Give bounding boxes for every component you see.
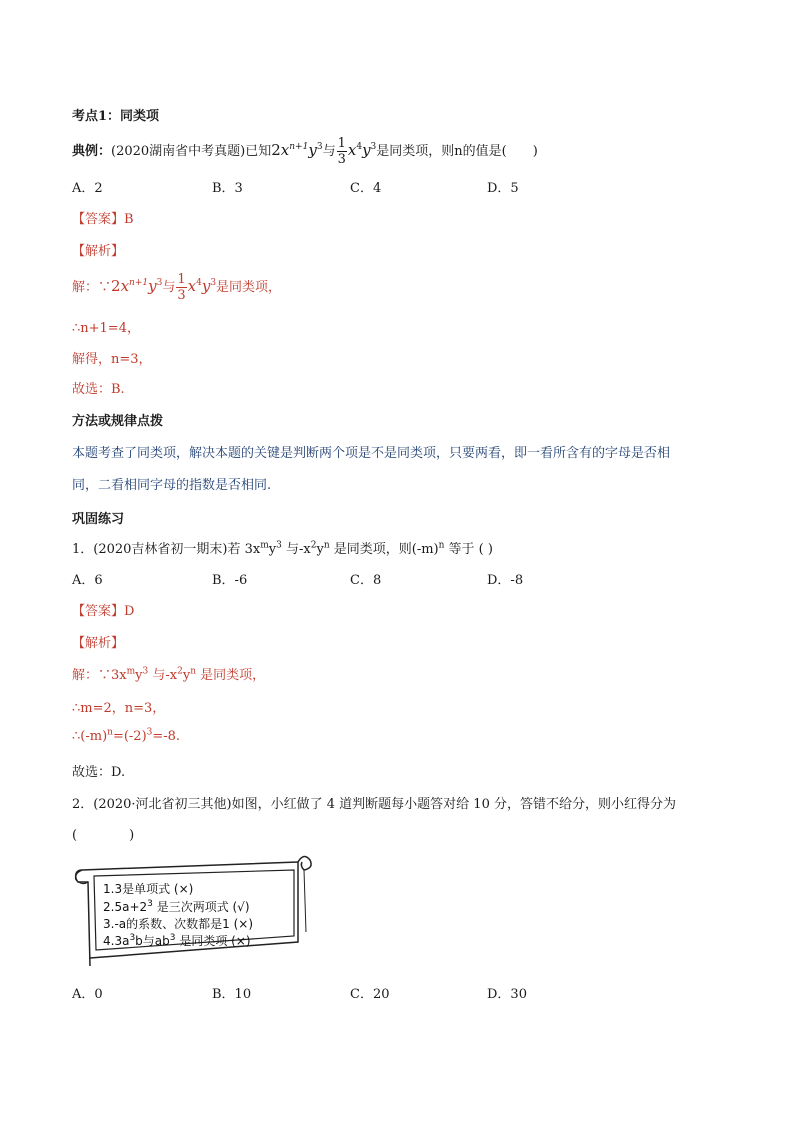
card-line-3: 3.-a的系数、次数都是1 (×): [103, 917, 254, 931]
option-d: D．5: [487, 181, 519, 196]
q2-option-c: C．20: [350, 987, 390, 1002]
q1-step-2: $\therefore(-m)^n=(-2)^3=-8$.: [72, 727, 181, 744]
method-line-2: 同，二看相同字母的指数是否相同.: [72, 478, 272, 493]
method-title: 方法或规律点拨: [72, 414, 164, 429]
q1-analysis-label: 【解析】: [72, 636, 125, 651]
q2-option-a: A．0: [72, 987, 103, 1002]
example-source: (2020湖南省中考真题)已知: [111, 144, 272, 159]
q2-paren: ( ): [72, 828, 135, 843]
step-3: 故选：B.: [72, 382, 125, 397]
method-line-1: 本题考查了同类项，解决本题的关键是判断两个项是不是同类项，只要两看，即一看所含有的字母是否相: [72, 446, 671, 461]
q1-step-1: ∴m=2，n=3，: [72, 701, 166, 716]
solution-line: 解：$\because 2x^{n+1}y^3$与 $\frac{1}{3}$ $x^4y^3$是同类项，: [72, 272, 282, 303]
card-line-4: $4.3a^3b$与$ab^3$ 是同类项 (×): [103, 933, 251, 948]
option-a: A．2: [72, 181, 103, 196]
example-label: 典例：: [72, 144, 112, 159]
q1-option-c: C．8: [350, 573, 382, 588]
term1: $2x^{n+1}y^3$: [271, 141, 323, 159]
card-line-2: $2.5a+2^3$ 是三次两项式 (√): [103, 899, 250, 914]
step-1: ∴n+1=4，: [72, 321, 140, 336]
card-line-1: 1.3是单项式 (×): [103, 882, 194, 896]
q2-option-b: B．10: [212, 987, 252, 1002]
q1-stem: 1．(2020吉林省初一期末)若 $3x^my^3$ 与$-x^2y^n$ 是同类项，则$(-m)^n$ 等于 ( ): [72, 540, 493, 557]
step-2: 解得，n=3，: [72, 352, 152, 367]
q2-option-d: D．30: [487, 987, 527, 1002]
answer: 【答案】B: [72, 212, 134, 227]
option-b: B．3: [212, 181, 243, 196]
q2-stem: 2．(2020·河北省初三其他)如图，小红做了 4 道判断题每小题答对给 10 分，答错不给分，则小红得分为: [72, 797, 676, 812]
section-title: 考点1：同类项: [72, 109, 160, 124]
fraction: $\frac{1}{3}$: [337, 136, 346, 167]
term2: $x^4y^3$: [347, 141, 377, 159]
q1-answer: 【答案】D: [72, 604, 135, 619]
analysis-label: 【解析】: [72, 244, 125, 259]
example-stem: 典例：(2020湖南省中考真题)已知$2x^{n+1}y^3$与 $\frac{1}{3}$ $x^4y^3$是同类项，则n的值是( ): [72, 136, 538, 167]
q1-solution: 解：$\because 3x^my^3$ 与$-x^2y^n$ 是同类项，: [72, 666, 266, 683]
practice-title: 巩固练习: [72, 512, 125, 527]
option-c: C．4: [350, 181, 382, 196]
q1-option-b: B．-6: [212, 573, 248, 588]
q1-option-d: D．-8: [487, 573, 524, 588]
q1-option-a: A．6: [72, 573, 103, 588]
q1-step-3: 故选：D.: [72, 765, 126, 780]
